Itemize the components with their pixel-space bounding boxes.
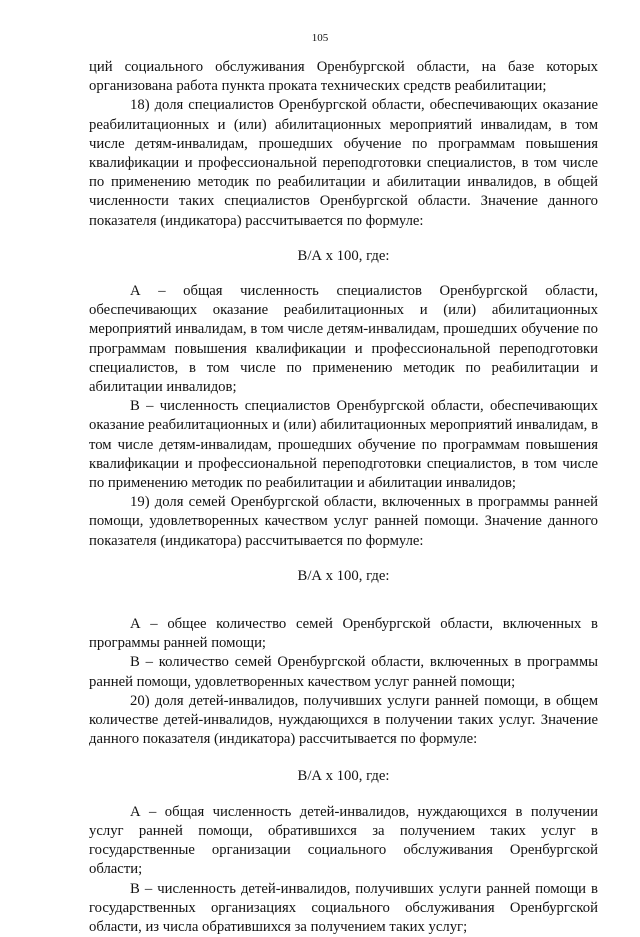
definition-b-indicator-20: В – численность детей-инвалидов, получивших услуги ранней помощи в государственных организациях социального обслуживания Оренбургской области, из числа обратившихся за получением таких услуг; bbox=[89, 880, 598, 935]
indicator-19-paragraph: 19) доля семей Оренбургской области, включенных в программы ранней помощи, удовлетворенных качеством услуг ранней помощи. Значение данного показателя (индикатора) рассчитывается по формуле: bbox=[89, 494, 598, 549]
definition-b-indicator-19: В – количество семей Оренбургской области, включенных в программы ранней помощи, удовлетворенных качеством услуг ранней помощи; bbox=[89, 654, 598, 690]
page-number: 105 bbox=[311, 32, 329, 44]
formula-indicator-18: В/А х 100, где: bbox=[297, 247, 390, 264]
definition-b-indicator-18: В – численность специалистов Оренбургской области, обеспечивающих оказание реабилитационных и (или) абилитационных мероприятий инвалидам, в том числе детям-инвалидам, прошедших обучение по программам повышения квалификации и профессиональной переподготовки специалистов, в том числе по применению методик по реабилитации и абилитации инвалидов; bbox=[89, 398, 598, 492]
indicator-18-paragraph: 18) доля специалистов Оренбургской области, обеспечивающих оказание реабилитационных и (или) абилитационных мероприятий инвалидам, в том числе детям-инвалидам, прошедших обучение по программам повышения квалификации и профессиональной переподготовки специалистов, в том числе по применению методик по реабилитации и абилитации инвалидов, в общей численности таких специалистов Оренбургской области. Значение данного показателя (индикатора) рассчитывается по формуле: bbox=[89, 97, 598, 229]
document-body bbox=[89, 58, 598, 937]
formula-indicator-19: В/А х 100, где: bbox=[297, 567, 390, 584]
indicator-20-paragraph: 20) доля детей-инвалидов, получивших услуги ранней помощи, в общем количестве детей-инвалидов, нуждающихся в получении таких услуг. Значение данного показателя (индикатора) рассчитывается по формуле: bbox=[89, 692, 598, 748]
definition-a-indicator-18: А – общая численность специалистов Оренбургской области, обеспечивающих оказание реабилитационных и (или) абилитационных мероприятий инвалидам, в том числе детям-инвалидам, прошедших обучение по программам повышения квалификации и профессиональной переподготовки специалистов, в том числе по применению методик по реабилитации и абилитации инвалидов; bbox=[89, 283, 598, 396]
definition-a-indicator-20: А – общая численность детей-инвалидов, нуждающихся в получении услуг ранней помощи, обратившихся за получением таких услуг в государственные организации социального обслуживания Оренбургской области; bbox=[89, 803, 598, 878]
definition-a-indicator-19: А – общее количество семей Оренбургской области, включенных в программы ранней помощи; bbox=[89, 616, 598, 652]
formula-indicator-20: В/А х 100, где: bbox=[297, 767, 390, 784]
paragraph-continuation: ций социального обслуживания Оренбургской области, на базе которых организована работа пункта проката технических средств реабилитации; bbox=[89, 59, 598, 95]
